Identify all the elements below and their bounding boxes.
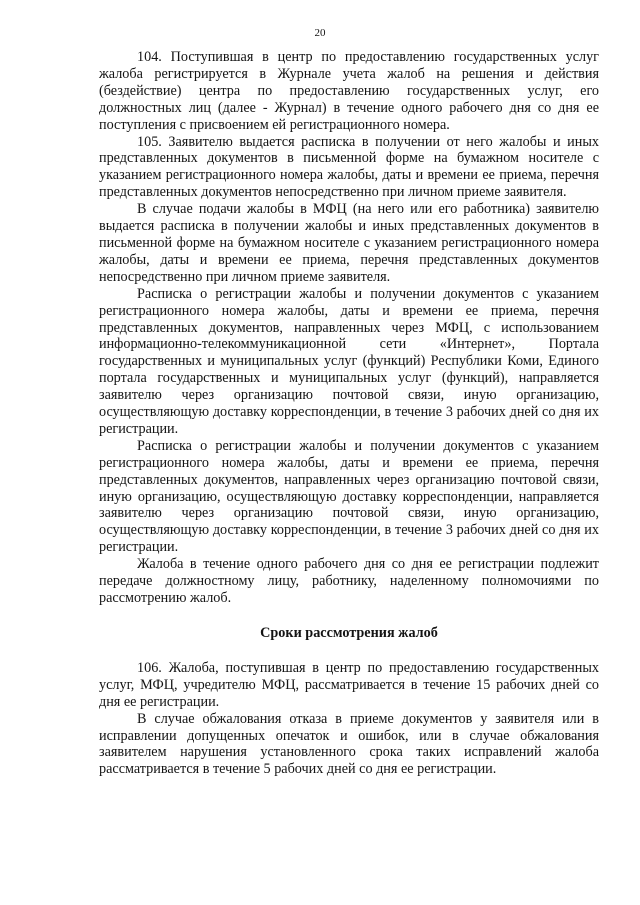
paragraph-postal-receipt: Расписка о регистрации жалобы и получении документов с указанием регистрационного номера жалобы, даты и времени ее приема, перечня представленных документов, направленных через организацию почтовой связи, иную организацию, осуществляющую доставку корреспонденции, направляется заявителю через организацию почтовой связи, иную организацию, осуществляющую доставку корреспонденции, в течение 3 рабочих дней со дня их регистрации. (99, 437, 599, 556)
paragraph-mfc-receipt: В случае подачи жалобы в МФЦ (на него или его работника) заявителю выдается расписка в получении жалобы и иных представленных документов в письменной форме на бумажном носителе с указанием регистрационного номера жалобы, даты и времени ее приема, перечня представленных документов непосредственно при личном приеме заявителя. (99, 201, 599, 285)
paragraph-internet-receipt: Расписка о регистрации жалобы и получении документов с указанием регистрационного номера жалобы, даты и времени ее приема, перечня представленных документов, направленных через МФЦ, с использованием информационно-телекоммуникационной сети «Интернет», Портала государственных и муниципальных услуг (функций) Республики Коми, Единого портала государственных и муниципальных услуг (функций), направляется заявителю через организацию почтовой связи, иную организацию, осуществляющую доставку корреспонденции, в течение 3 рабочих дней со дня их регистрации. (99, 285, 599, 437)
paragraph-refusal-appeal: В случае обжалования отказа в приеме документов у заявителя или в исправлении допущенных опечаток и ошибок, или в случае обжалования заявителем нарушения установленного срока таких исправлений жалоба рассматривается в течение 5 рабочих дней со дня ее регистрации. (99, 710, 599, 778)
paragraph-105: 105. Заявителю выдается расписка в получении от него жалобы и иных представленных документов в письменной форме на бумажном носителе с указанием регистрационного номера жалобы, даты и времени ее приема, перечня представленных документов непосредственно при личном приеме заявителя. (99, 133, 599, 201)
document-body (99, 49, 599, 778)
page-number: 20 (314, 27, 326, 39)
paragraph-106: 106. Жалоба, поступившая в центр по предоставлению государственных услуг, МФЦ, учредителю МФЦ, рассматривается в течение 15 рабочих дней со дня ее регистрации. (99, 659, 599, 710)
paragraph-104: 104. Поступившая в центр по предоставлению государственных услуг жалоба регистрируется в Журнале учета жалоб на решения и действия (бездействие) центра по предоставлению государственных услуг, его должностных лиц (далее - Журнал) в течение одного рабочего дня со дня ее поступления с присвоением ей регистрационного номера. (99, 49, 599, 133)
section-heading: Сроки рассмотрения жалоб (260, 624, 438, 641)
paragraph-transfer: Жалоба в течение одного рабочего дня со дня ее регистрации подлежит передаче должностному лицу, работнику, наделенному полномочиями по рассмотрению жалоб. (99, 556, 599, 606)
